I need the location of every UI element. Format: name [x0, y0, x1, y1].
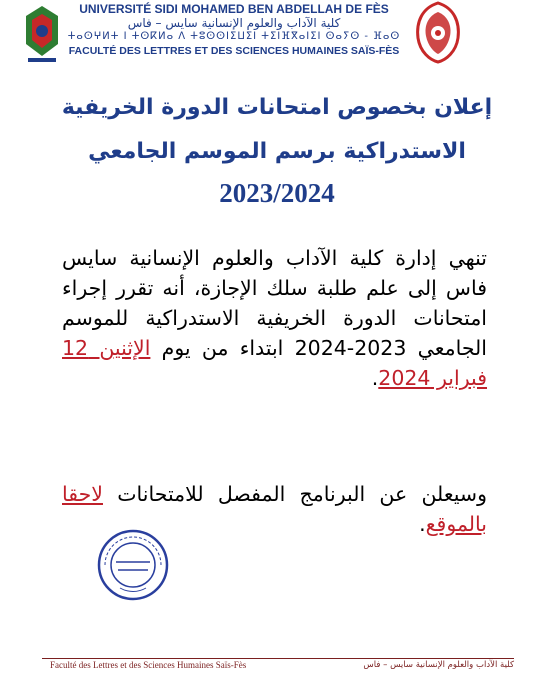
- schedule-note: لاحقا بالموقع: [62, 482, 487, 536]
- title-line-2: الاستدراكية برسم الموسم الجامعي: [88, 139, 466, 164]
- letterhead: [0, 0, 554, 72]
- exam-start-date: الإثنين 12 فبراير 2024: [62, 336, 487, 390]
- footer-faculty-ar: كلية الآداب والعلوم الإنسانية سايس – فاس: [363, 660, 514, 670]
- faculty-logo: [410, 0, 466, 70]
- faculty-name-fr: FACULTÉ DES LETTRES ET DES SCIENCES HUMAINES SAÏS-FÈS: [68, 45, 400, 57]
- footer-faculty-fr: Faculté des Lettres et des Sciences Humaines Saïs-Fès: [50, 660, 247, 670]
- university-logo: [18, 2, 66, 72]
- announcement-title: [20, 86, 534, 212]
- footer-divider: [42, 658, 514, 659]
- official-stamp: [96, 528, 170, 606]
- paragraph-end: .: [371, 366, 379, 390]
- university-name-fr: UNIVERSITÉ SIDI MOHAMED BEN ABDELLAH DE FÈS: [79, 2, 389, 16]
- announcement-paragraph: [62, 243, 487, 393]
- title-line-1: إعلان بخصوص امتحانات الدورة الخريفية: [61, 95, 493, 120]
- paragraph-end: .: [419, 512, 426, 536]
- academic-year: 2023/2024: [219, 178, 335, 208]
- faculty-name-tifinagh: ⵜⴰⵙⵖⵍⵜ ⵏ ⵜⵙⴽⵍⴰ ⴷ ⵜⵓⵙⵙⵏⵉⵡⵉⵏ ⵜⵉⵏⴼⴳⴰⵏⵉⵏ ⵙⴰⵢⵙ - ⴼⴰⵙ: [67, 31, 401, 42]
- faculty-name-ar: كلية الآداب والعلوم الإنسانية سايس – فاس: [127, 16, 341, 30]
- paragraph-text: تنهي إدارة كلية الآداب والعلوم الإنسانية سايس فاس إلى علم طلبة سلك الإجازة، أنه تقرر إجراء امتحانات الدورة الخريفية الاستدراكية للموسم الجامعي 2023-2024 ابتداء من يوم: [62, 246, 487, 360]
- paragraph-text: وسيعلن عن البرنامج المفصل للامتحانات: [102, 482, 487, 506]
